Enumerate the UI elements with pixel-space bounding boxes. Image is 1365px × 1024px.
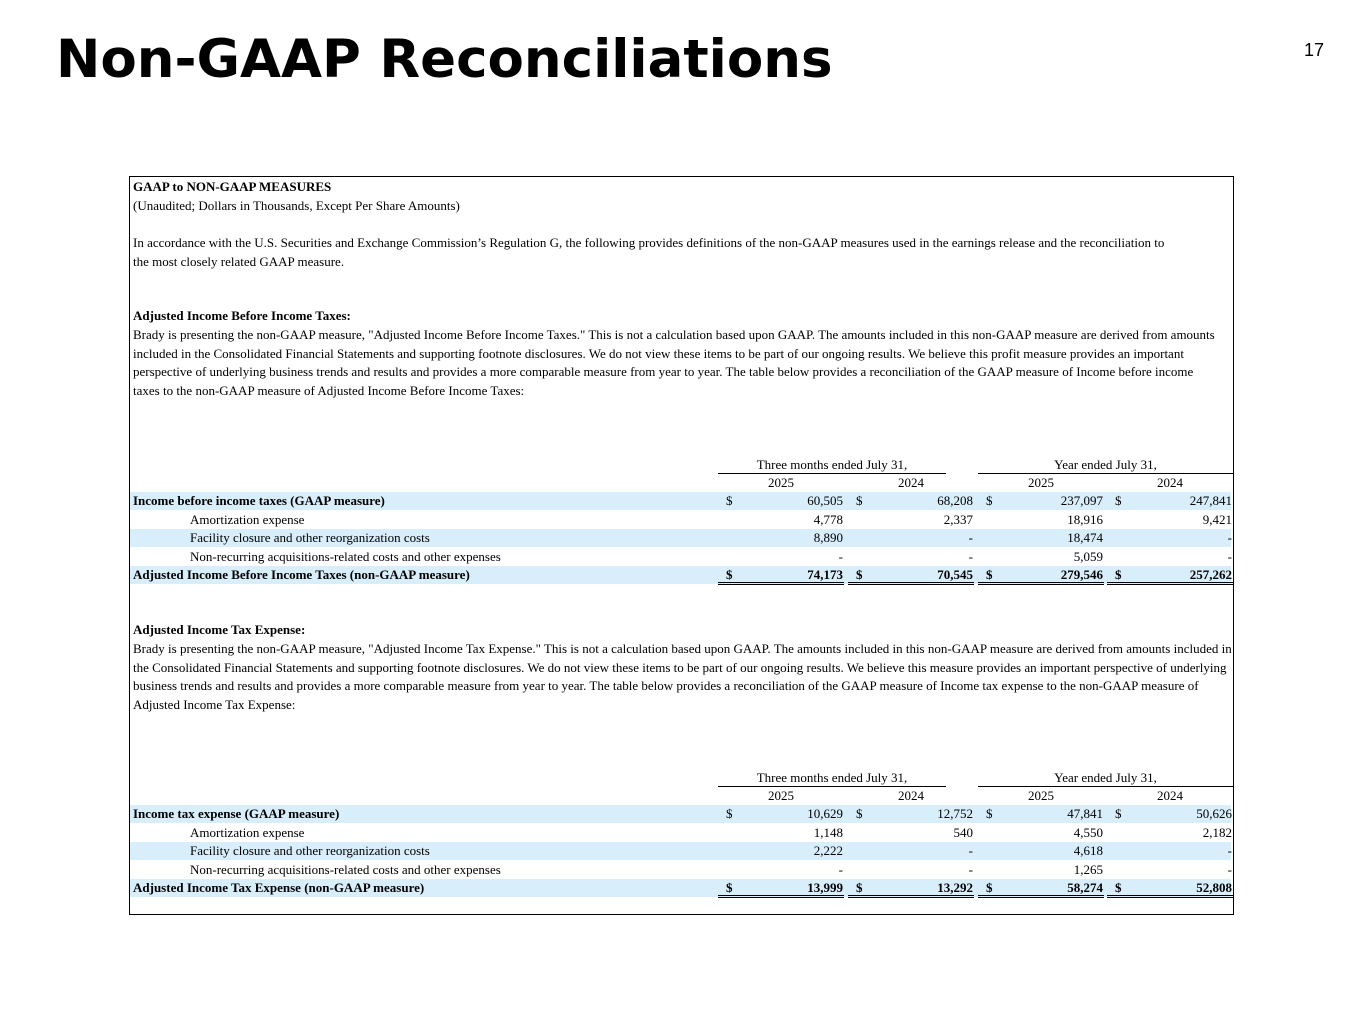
value-cell bbox=[978, 842, 1104, 859]
section2-group-three-months: Three months ended July 31, bbox=[718, 769, 946, 787]
value-cell bbox=[848, 842, 974, 859]
currency-symbol: $ bbox=[726, 880, 733, 895]
value-cell bbox=[848, 824, 974, 841]
table-row bbox=[130, 492, 1231, 510]
value-cell bbox=[718, 511, 844, 528]
value-cell bbox=[848, 879, 974, 898]
table-row bbox=[130, 824, 1231, 842]
value-number: 58,274 bbox=[1067, 880, 1103, 895]
value-number: 18,474 bbox=[1067, 530, 1103, 545]
value-cell bbox=[978, 879, 1104, 898]
value-cell bbox=[718, 566, 844, 585]
intro-subheading: (Unaudited; Dollars in Thousands, Except Per Share Amounts) bbox=[133, 198, 460, 213]
row-label: Income tax expense (GAAP measure) bbox=[133, 806, 340, 821]
value-cell bbox=[1107, 824, 1233, 841]
currency-symbol: $ bbox=[856, 880, 863, 895]
row-label: Amortization expense bbox=[190, 511, 305, 527]
currency-symbol: $ bbox=[986, 806, 993, 821]
value-number: 10,629 bbox=[807, 806, 843, 821]
currency-symbol: $ bbox=[726, 567, 733, 582]
value-number: 74,173 bbox=[807, 567, 843, 582]
value-cell bbox=[978, 492, 1104, 509]
section2-heading: Adjusted Income Tax Expense: bbox=[133, 622, 306, 637]
value-number: 4,778 bbox=[813, 511, 843, 527]
value-cell bbox=[848, 805, 974, 822]
value-number: - bbox=[1227, 548, 1232, 564]
currency-symbol: $ bbox=[1115, 493, 1122, 508]
value-number: 68,208 bbox=[937, 493, 973, 508]
value-number: 60,505 bbox=[807, 493, 843, 508]
section1-heading: Adjusted Income Before Income Taxes: bbox=[133, 308, 351, 323]
table-row bbox=[130, 879, 1231, 897]
row-label: Facility closure and other reorganization costs bbox=[190, 843, 430, 858]
value-cell bbox=[1107, 842, 1233, 859]
value-cell bbox=[718, 842, 844, 859]
value-number: 540 bbox=[953, 824, 973, 840]
value-cell bbox=[978, 805, 1104, 822]
value-number: - bbox=[838, 548, 843, 564]
currency-symbol: $ bbox=[1115, 567, 1122, 582]
value-cell bbox=[1107, 492, 1233, 509]
value-number: 4,618 bbox=[1073, 843, 1103, 858]
section2-year-col-4: 2024 bbox=[1157, 788, 1183, 803]
value-cell bbox=[718, 879, 844, 898]
value-number: 237,097 bbox=[1060, 493, 1103, 508]
currency-symbol: $ bbox=[856, 806, 863, 821]
page-number: 17 bbox=[1303, 40, 1324, 60]
value-cell bbox=[978, 861, 1104, 878]
intro-heading: GAAP to NON-GAAP MEASURES bbox=[133, 179, 332, 194]
row-label: Income before income taxes (GAAP measure) bbox=[133, 493, 385, 508]
value-cell bbox=[978, 511, 1104, 528]
value-cell bbox=[848, 511, 974, 528]
section1-group-year: Year ended July 31, bbox=[978, 456, 1233, 474]
value-cell bbox=[718, 805, 844, 822]
value-cell bbox=[848, 529, 974, 546]
section1-description: Brady is presenting the non-GAAP measure, "Adjusted Income Before Income Taxes." This is not a calculation based upon GAAP. The amounts included in this non-GAAP measure are derived from amounts included in the Consolidated Financial Statements and supporting footnote disclosures. We do not view these items to be part of our ongoing results. We believe this profit measure provides an important perspective of underlying business trends and results and provides a more comparable measure from year to year. The table below provides a reconciliation of the GAAP measure of Income before income taxes to the non-GAAP measure of Adjusted Income Before Income Taxes: bbox=[133, 327, 1215, 398]
value-cell bbox=[1107, 566, 1233, 585]
table-row bbox=[130, 566, 1231, 584]
value-number: 52,808 bbox=[1196, 880, 1232, 895]
row-label: Facility closure and other reorganization costs bbox=[190, 530, 430, 545]
value-cell bbox=[1107, 548, 1233, 565]
value-number: 1,265 bbox=[1073, 861, 1103, 877]
section2-description: Brady is presenting the non-GAAP measure, "Adjusted Income Tax Expense." This is not a calculation based upon GAAP. The amounts included in this non-GAAP measure are derived from amounts included in the Consolidated Financial Statements and supporting footnote disclosures. We do not view these items to be part of our ongoing results. We believe this measure provides an important perspective of underlying business trends and results and provides a more comparable measure from year to year. The table below provides a reconciliation of the GAAP measure of Income tax expense to the non-GAAP measure of Adjusted Income Tax Expense: bbox=[133, 641, 1232, 712]
page-title: Non-GAAP Reconciliations bbox=[56, 29, 833, 90]
value-cell bbox=[1107, 511, 1233, 528]
value-cell bbox=[978, 566, 1104, 585]
value-number: - bbox=[1227, 861, 1232, 877]
value-cell bbox=[718, 529, 844, 546]
value-number: 4,550 bbox=[1073, 824, 1103, 840]
value-number: 279,546 bbox=[1060, 567, 1103, 582]
value-number: 13,999 bbox=[807, 880, 843, 895]
value-number: 70,545 bbox=[937, 567, 973, 582]
table-row bbox=[130, 511, 1231, 529]
currency-symbol: $ bbox=[726, 806, 733, 821]
value-number: - bbox=[1227, 530, 1232, 545]
value-cell bbox=[848, 548, 974, 565]
currency-symbol: $ bbox=[726, 493, 733, 508]
value-cell bbox=[848, 861, 974, 878]
section1-year-col-2: 2024 bbox=[898, 475, 924, 490]
currency-symbol: $ bbox=[1115, 806, 1122, 821]
value-number: 12,752 bbox=[937, 806, 973, 821]
currency-symbol: $ bbox=[986, 493, 993, 508]
section2-year-col-2: 2024 bbox=[898, 788, 924, 803]
currency-symbol: $ bbox=[1115, 880, 1122, 895]
value-cell bbox=[1107, 879, 1233, 898]
value-cell bbox=[1107, 861, 1233, 878]
value-cell bbox=[1107, 529, 1233, 546]
currency-symbol: $ bbox=[856, 493, 863, 508]
value-number: - bbox=[838, 861, 843, 877]
value-cell bbox=[1107, 805, 1233, 822]
table-row bbox=[130, 861, 1231, 879]
value-cell bbox=[978, 548, 1104, 565]
currency-symbol: $ bbox=[986, 880, 993, 895]
row-label: Non-recurring acquisitions-related costs and other expenses bbox=[190, 861, 501, 877]
value-number: - bbox=[968, 843, 973, 858]
section1-year-col-4: 2024 bbox=[1157, 475, 1183, 490]
section1-year-col-3: 2025 bbox=[1028, 475, 1054, 490]
value-number: 18,916 bbox=[1067, 511, 1103, 527]
row-label: Adjusted Income Before Income Taxes (non-GAAP measure) bbox=[133, 567, 470, 582]
value-cell bbox=[718, 492, 844, 509]
value-number: 2,182 bbox=[1202, 824, 1232, 840]
table-row bbox=[130, 805, 1231, 823]
row-label: Adjusted Income Tax Expense (non-GAAP measure) bbox=[133, 880, 425, 895]
value-number: - bbox=[968, 861, 973, 877]
section2-year-col-1: 2025 bbox=[768, 788, 794, 803]
value-cell bbox=[718, 861, 844, 878]
value-number: 5,059 bbox=[1073, 548, 1103, 564]
row-label: Non-recurring acquisitions-related costs and other expenses bbox=[190, 548, 501, 564]
value-number: 1,148 bbox=[813, 824, 843, 840]
value-number: - bbox=[968, 530, 973, 545]
intro-paragraph: In accordance with the U.S. Securities and Exchange Commission’s Regulation G, the following provides definitions of the non-GAAP measures used in the earnings release and the reconciliation to the most closely related GAAP measure. bbox=[133, 235, 1165, 269]
value-cell bbox=[848, 492, 974, 509]
table-row bbox=[130, 842, 1231, 860]
value-cell bbox=[978, 529, 1104, 546]
value-number: 247,841 bbox=[1189, 493, 1232, 508]
section2-group-year: Year ended July 31, bbox=[978, 769, 1233, 787]
value-number: 257,262 bbox=[1189, 567, 1232, 582]
table-row bbox=[130, 548, 1231, 566]
value-number: 47,841 bbox=[1067, 806, 1103, 821]
value-cell bbox=[848, 566, 974, 585]
value-number: 50,626 bbox=[1196, 806, 1232, 821]
value-number: 2,222 bbox=[813, 843, 843, 858]
value-cell bbox=[978, 824, 1104, 841]
value-number: - bbox=[1227, 843, 1232, 858]
value-number: 2,337 bbox=[943, 511, 973, 527]
value-number: 9,421 bbox=[1202, 511, 1232, 527]
currency-symbol: $ bbox=[856, 567, 863, 582]
value-number: - bbox=[968, 548, 973, 564]
value-cell bbox=[718, 548, 844, 565]
section1-group-three-months: Three months ended July 31, bbox=[718, 456, 946, 474]
value-cell bbox=[718, 824, 844, 841]
reconciliation-panel bbox=[129, 176, 1234, 915]
currency-symbol: $ bbox=[986, 567, 993, 582]
table-row bbox=[130, 529, 1231, 547]
value-number: 8,890 bbox=[813, 530, 843, 545]
section2-year-col-3: 2025 bbox=[1028, 788, 1054, 803]
value-number: 13,292 bbox=[937, 880, 973, 895]
section1-year-col-1: 2025 bbox=[768, 475, 794, 490]
row-label: Amortization expense bbox=[190, 824, 305, 840]
